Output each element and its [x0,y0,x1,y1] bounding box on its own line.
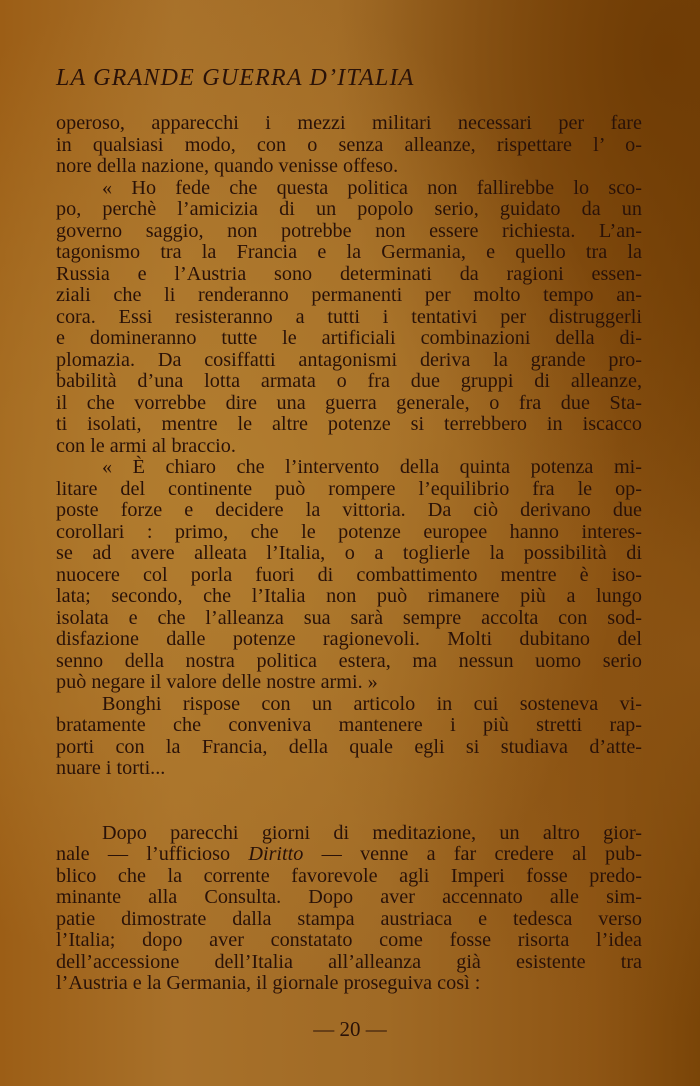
text-line: l’Italia; dopo aver constatato come fosse risorta l’idea [56,929,642,951]
page-number: — 20 — [313,1017,387,1041]
text-line: cora. Essi resisteranno a tutti i tentativi per distruggerli [56,305,642,328]
text-line: il che vorrebbe dire una guerra generale, o fra due Sta- [56,391,642,414]
text-line: porti con la Francia, della quale egli si studiava d’atte- [56,735,642,758]
text-line: può negare il valore delle nostre armi. » [56,671,378,693]
text-line: e domineranno tutte le artificiali combinazioni della di- [56,327,642,349]
section-gap [56,780,642,823]
text-line: blico che la corrente favorevole agli Imperi fosse predo- [56,864,642,887]
body-text [56,113,642,995]
text-line: nuare i torti... [56,757,166,779]
running-head: LA GRANDE GUERRA D’ITALIA [56,65,415,91]
text-line: governo saggio, non potrebbe non essere richiesta. L’an- [56,219,642,242]
text-line: minante alla Consulta. Dopo aver accennato alle sim- [56,886,642,908]
text-line: Dopo parecchi giorni di meditazione, un altro gior- [102,821,642,844]
text-line: dell’accessione dell’Italia all’alleanza già esistente tra [56,950,642,973]
paragraph-quote-2 [56,457,642,694]
text-line: nale — l’ufficioso Diritto — venne a far credere al pub- [56,843,642,865]
text-line: in qualsiasi modo, con o senza alleanze, rispettare l’ o- [56,133,642,156]
text-line: Russia e l’Austria sono determinati da ragioni essen- [56,262,642,285]
text-line: poste forze e decidere la vittoria. Da ciò derivano due [56,499,642,521]
text-line: l’Austria e la Germania, il giornale proseguiva così : [56,972,481,994]
text-line: ti isolati, mentre le altre potenze si terrebbero in iscacco [56,413,642,435]
text-line: se ad avere alleata l’Italia, o a toglierle la possibilità di [56,542,642,564]
text-line: plomazia. Da cosiffatti antagonismi deriva la grande pro- [56,348,642,371]
paragraph-continuation [56,113,642,178]
text-line: ziali che li renderanno permanenti per molto tempo an- [56,284,642,306]
text-line: « Ho fede che questa politica non fallirebbe lo sco- [102,176,642,199]
text-line: patie dimostrate dalla stampa austriaca e tedesca verso [56,907,642,930]
text-line: babilità d’una lotta armata o fra due gruppi di alleanze, [56,370,642,392]
text-line: senno della nostra politica estera, ma nessun uomo serio [56,649,642,672]
text-line: isolata e che l’alleanza sua sarà sempre accolta con sod- [56,606,642,629]
text-line: bratamente che conveniva mantenere i più stretti rap- [56,714,642,736]
paragraph-bonghi [56,694,642,780]
text-line: disfazione dalle potenze ragionevoli. Molti dubitano del [56,628,642,650]
paragraph-diritto [56,823,642,995]
text-line: « È chiaro che l’intervento della quinta potenza mi- [102,456,642,478]
text-line: po, perchè l’amicizia di un popolo serio, guidato da un [56,198,642,220]
text-line: lata; secondo, che l’Italia non può rimanere più a lungo [56,585,642,607]
text-line: tagonismo tra la Francia e la Germania, e quello tra la [56,241,642,263]
text-line: nore della nazione, quando venisse offeso. [56,155,399,177]
text-line: nuocere col porla fuori di combattimento mentre è iso- [56,563,642,586]
text-line: Bonghi rispose con un articolo in cui sosteneva vi- [102,692,642,715]
paragraph-quote-1 [56,178,642,458]
text-line: litare del continente può rompere l’equilibrio fra le op- [56,477,642,500]
text-line: corollari : primo, che le potenze europee hanno interes- [56,520,642,543]
italic-title: Diritto [248,843,304,865]
text-line: con le armi al braccio. [56,434,236,457]
text-line: operoso, apparecchi i mezzi militari necessari per fare [56,112,642,134]
